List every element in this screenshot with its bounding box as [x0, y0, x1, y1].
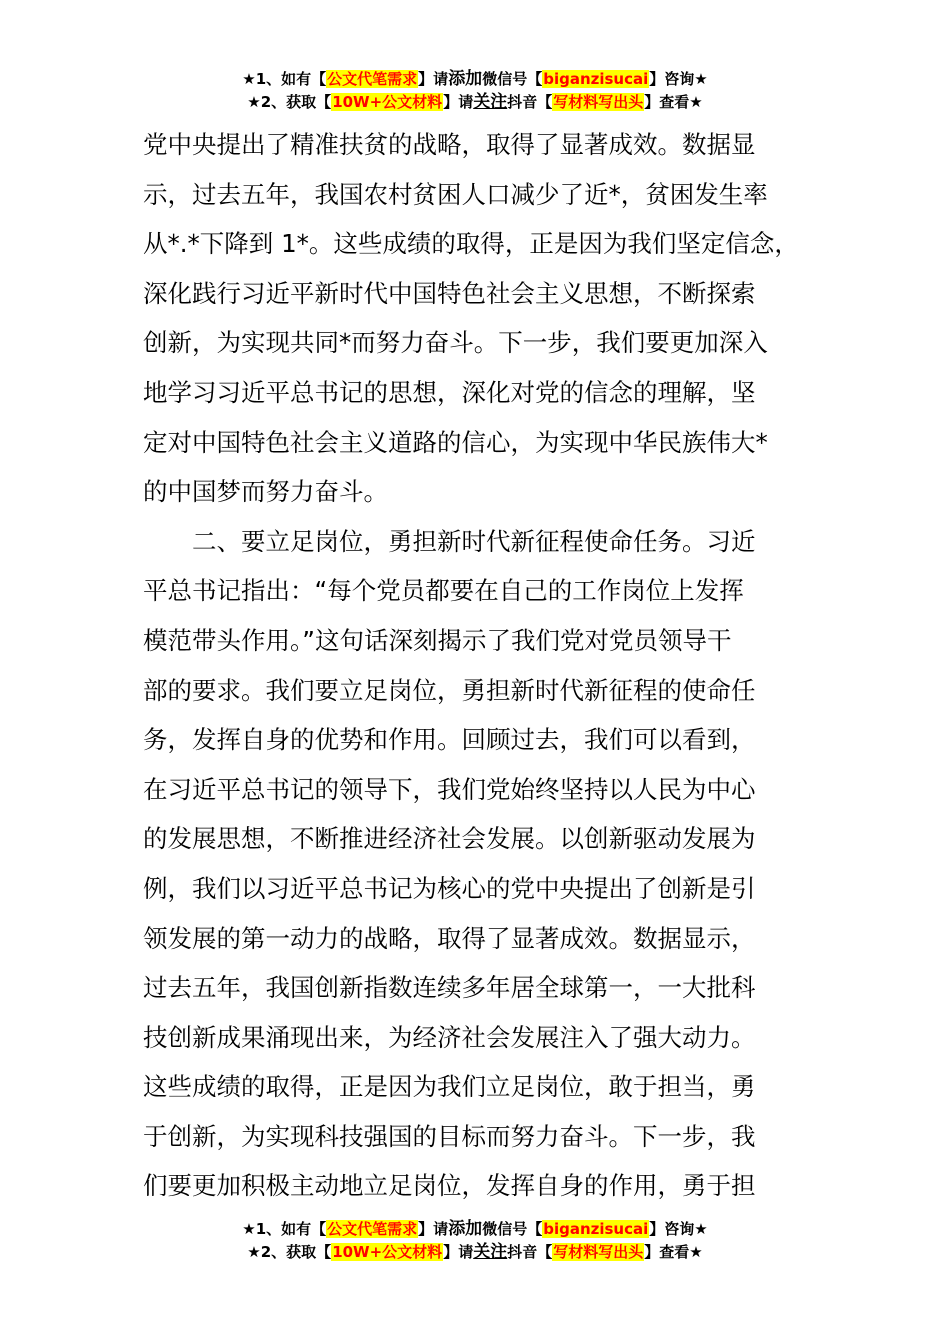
header-ad-2-suffix: 】查看★ — [644, 93, 703, 111]
header-ad-2-mid1: 】请 — [443, 93, 474, 111]
footer-ad-1-highlight-wechat: biganzisucai — [543, 1220, 649, 1238]
header-ad-1-mid2: 微信号【 — [482, 70, 543, 88]
body-line: 平总书记指出：“每个党员都要在自己的工作岗位上发挥 — [143, 576, 744, 606]
footer-ad-2-mid1: 】请 — [443, 1243, 474, 1261]
body-line: 技创新成果涌现出来，为经济社会发展注入了强大动力。 — [143, 1022, 756, 1052]
footer-ad-1-highlight-service: 公文代笔需求 — [327, 1220, 418, 1238]
header-ad-1-mid1: 】请 — [418, 70, 449, 88]
header-ad-2-emph: 关注 — [473, 92, 508, 112]
body-line: 部的要求。我们要立足岗位，勇担新时代新征程的使命任 — [143, 675, 756, 705]
footer-ad-2-emph: 关注 — [473, 1242, 508, 1262]
footer-ad-2-suffix: 】查看★ — [644, 1243, 703, 1261]
body-line: 过去五年，我国创新指数连续多年居全球第一，一大批科 — [143, 973, 756, 1003]
document-body — [143, 120, 823, 1211]
footer-ad-1-suffix: 】咨询★ — [649, 1220, 708, 1238]
body-line: 领发展的第一动力的战略，取得了显著成效。数据显示， — [143, 923, 756, 953]
body-line: 们要更加积极主动地立足岗位，发挥自身的作用，勇于担 — [143, 1171, 756, 1201]
body-line: 地学习习近平总书记的思想，深化对党的信念的理解，坚 — [143, 377, 756, 407]
footer-ad-2-highlight-douyin: 写材料写出头 — [553, 1243, 644, 1261]
footer-ad — [0, 1218, 950, 1264]
footer-ad-line-2 — [0, 1241, 950, 1264]
footer-ad-1-mid2: 微信号【 — [482, 1220, 543, 1238]
body-line: 的中国梦而努力奋斗。 — [143, 477, 388, 507]
body-line: 定对中国特色社会主义道路的信心，为实现中华民族伟大* — [143, 427, 768, 457]
body-line: 示，过去五年，我国农村贫困人口减少了近*，贫困发生率 — [143, 179, 768, 209]
header-ad-2-prefix: ★2、获取【 — [247, 93, 332, 111]
header-ad-1-highlight-service: 公文代笔需求 — [327, 70, 418, 88]
footer-ad-2-prefix: ★2、获取【 — [247, 1243, 332, 1261]
footer-ad-line-1 — [0, 1218, 950, 1241]
body-line: 党中央提出了精准扶贫的战略，取得了显著成效。数据显 — [143, 130, 756, 159]
header-ad-2-highlight-materials: 10W+公文材料 — [332, 93, 443, 111]
footer-ad-1-emph: 添加 — [448, 1219, 483, 1239]
header-ad-2-highlight-douyin: 写材料写出头 — [553, 93, 644, 111]
header-ad — [0, 68, 950, 114]
footer-ad-1-mid1: 】请 — [418, 1220, 449, 1238]
footer-ad-2-highlight-materials: 10W+公文材料 — [332, 1243, 443, 1261]
body-line: 模范带头作用。”这句话深刻揭示了我们党对党员领导干 — [143, 625, 732, 655]
header-ad-1-highlight-wechat: biganzisucai — [543, 70, 649, 88]
header-ad-1-suffix: 】咨询★ — [649, 70, 708, 88]
body-line: 创新，为实现共同*而努力奋斗。下一步，我们要更加深入 — [143, 328, 768, 358]
section-heading-line: 二、要立足岗位，勇担新时代新征程使命任务。习近 — [192, 526, 756, 556]
header-ad-1-prefix: ★1、如有【 — [242, 70, 327, 88]
body-line: 务，发挥自身的优势和作用。回顾过去，我们可以看到， — [143, 725, 756, 755]
body-line: 在习近平总书记的领导下，我们党始终坚持以人民为中心 — [143, 774, 756, 804]
footer-ad-1-prefix: ★1、如有【 — [242, 1220, 327, 1238]
body-line: 的发展思想，不断推进经济社会发展。以创新驱动发展为 — [143, 824, 756, 854]
footer-ad-2-mid2: 抖音【 — [507, 1243, 553, 1261]
body-line: 从*.*下降到 1*。这些成绩的取得，正是因为我们坚定信念， — [143, 229, 799, 259]
body-line: 于创新，为实现科技强国的目标而努力奋斗。下一步，我 — [143, 1121, 756, 1151]
header-ad-line-2 — [0, 91, 950, 114]
body-line: 这些成绩的取得，正是因为我们立足岗位，敢于担当，勇 — [143, 1072, 756, 1102]
header-ad-2-mid2: 抖音【 — [507, 93, 553, 111]
header-ad-line-1 — [0, 68, 950, 91]
body-line: 例，我们以习近平总书记为核心的党中央提出了创新是引 — [143, 873, 756, 903]
header-ad-1-emph: 添加 — [448, 69, 483, 89]
body-line: 深化践行习近平新时代中国特色社会主义思想，不断探索 — [143, 278, 756, 308]
